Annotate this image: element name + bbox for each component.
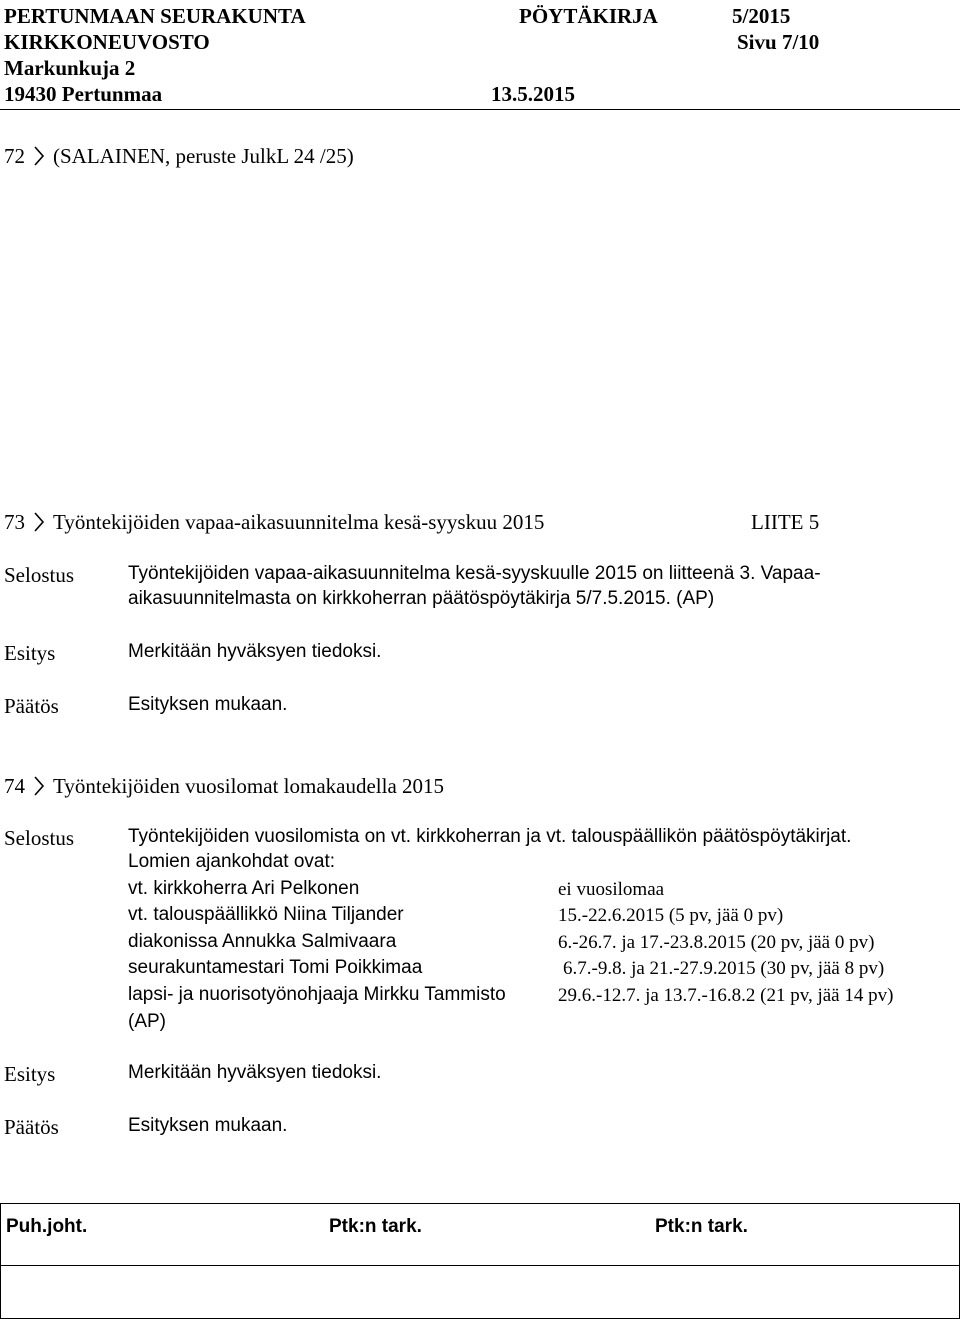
list-item-dates: ei vuosilomaa <box>558 879 665 900</box>
esitys-label: Esitys <box>4 641 56 665</box>
governing-body: KIRKKONEUVOSTO <box>4 30 210 54</box>
address: Markunkuja 2 <box>4 56 136 80</box>
list-item-name: lapsi- ja nuorisotyönohjaaja Mirkku Tammisto <box>128 984 506 1005</box>
closing-initials: (AP) <box>128 1011 166 1032</box>
paatos-label: Päätös <box>4 1115 59 1139</box>
paatos-text: Esityksen mukaan. <box>128 694 288 715</box>
paatos-text: Esityksen mukaan. <box>128 1115 288 1136</box>
section-heading: Työntekijöiden vuosilomat lomakaudella 2015 <box>53 774 445 798</box>
intro-line-1: Työntekijöiden vuosilomista on vt. kirkkoherran ja vt. talouspäällikön päätöspöytäkirjat. <box>128 826 852 847</box>
section-sign-icon <box>33 145 45 167</box>
selostus-label: Selostus <box>4 826 75 850</box>
list-item-dates: 15.-22.6.2015 (5 pv, jää 0 pv) <box>558 905 784 926</box>
attachment-ref: LIITE 5 <box>751 510 820 534</box>
org-name: PERTUNMAAN SEURAKUNTA <box>4 4 306 28</box>
section-74-title <box>4 774 444 798</box>
list-item-name: seurakuntamestari Tomi Poikkimaa <box>128 957 423 978</box>
selostus-line-1: Työntekijöiden vapaa-aikasuunnitelma kesä-syyskuulle 2015 on liitteenä 3. Vapaa- <box>128 563 821 584</box>
selostus-line-2: aikasuunnitelmasta on kirkkoherran päätöspöytäkirja 5/7.5.2015. (AP) <box>128 588 715 609</box>
signature-box <box>0 1203 960 1319</box>
checker-2-label: Ptk:n tark. <box>655 1216 748 1237</box>
chair-label: Puh.joht. <box>6 1216 88 1237</box>
header-divider <box>0 109 960 110</box>
selostus-label: Selostus <box>4 563 75 587</box>
meeting-date: 13.5.2015 <box>491 82 575 106</box>
intro-line-2: Lomien ajankohdat ovat: <box>128 851 336 872</box>
section-sign-icon <box>33 511 45 533</box>
section-72-title <box>4 144 354 168</box>
list-item-name: vt. kirkkoherra Ari Pelkonen <box>128 878 360 899</box>
paatos-label: Päätös <box>4 694 59 718</box>
list-item-dates: 29.6.-12.7. ja 13.7.-16.8.2 (21 pv, jää 14 pv) <box>558 985 894 1006</box>
list-item-name: vt. talouspäällikkö Niina Tiljander <box>128 904 404 925</box>
signature-divider <box>0 1265 960 1266</box>
section-heading: Työntekijöiden vapaa-aikasuunnitelma kesä-syyskuu 2015 <box>53 510 545 534</box>
section-number: 73 <box>4 510 25 534</box>
doc-number: 5/2015 <box>732 4 791 28</box>
section-sign-icon <box>33 775 45 797</box>
section-heading: (SALAINEN, peruste JulkL 24 /25) <box>53 144 354 168</box>
page-number: Sivu 7/10 <box>737 30 820 54</box>
section-number: 72 <box>4 144 25 168</box>
esitys-label: Esitys <box>4 1062 56 1086</box>
esitys-text: Merkitään hyväksyen tiedoksi. <box>128 641 382 662</box>
list-item-dates: 6.7.-9.8. ja 21.-27.9.2015 (30 pv, jää 8 pv) <box>563 958 885 979</box>
section-number: 74 <box>4 774 25 798</box>
esitys-text: Merkitään hyväksyen tiedoksi. <box>128 1062 382 1083</box>
postal-address: 19430 Pertunmaa <box>4 82 163 106</box>
list-item-dates: 6.-26.7. ja 17.-23.8.2015 (20 pv, jää 0 pv) <box>558 932 875 953</box>
doc-type: PÖYTÄKIRJA <box>519 4 658 28</box>
checker-1-label: Ptk:n tark. <box>329 1216 422 1237</box>
list-item-name: diakonissa Annukka Salmivaara <box>128 931 397 952</box>
section-73-title <box>4 510 544 534</box>
